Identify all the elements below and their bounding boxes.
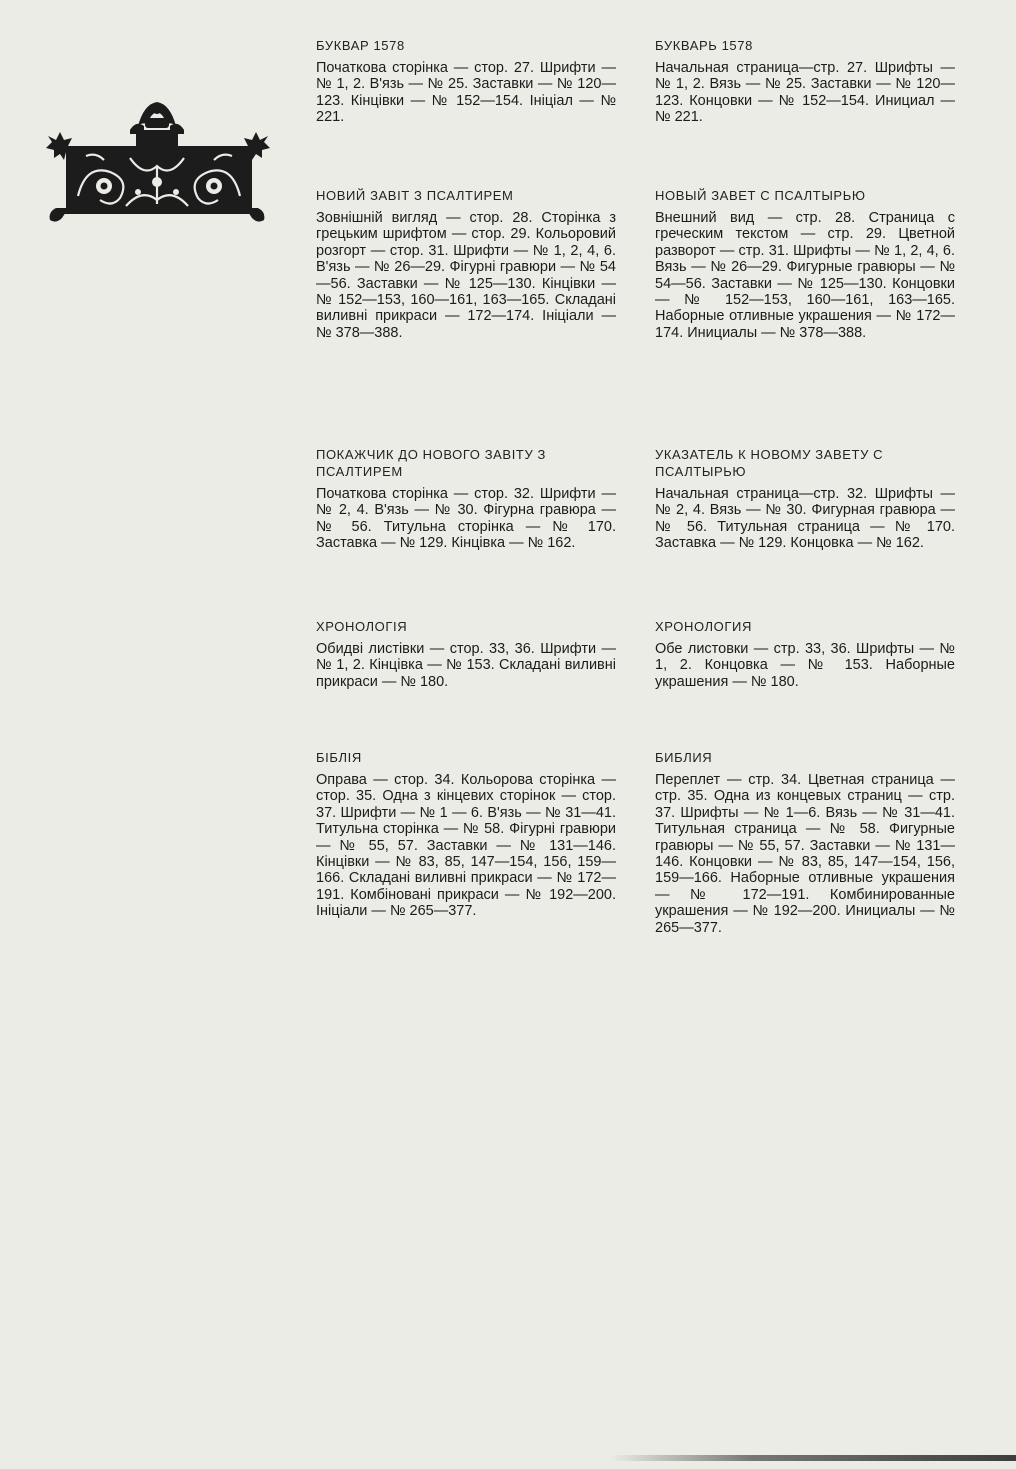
- entry-heading: БУКВАР 1578: [316, 38, 405, 53]
- entry-heading: ПОКАЖЧИК ДО НОВОГО ЗАВІТУ З ПСАЛТИРЕМ: [316, 447, 546, 479]
- entry-text: Переплет — стр. 34. Цветная страница — стр. 35. Одна из концевых страниц — стр. 37. Шрифты — № 1—6. Вязь — № 31—41. Титульная страница — № 58. Фигурные гравюры — № 55, 57. Заставки — № 131—146. Концовки — № 83, 85, 147—154, 156, 159—166. Наборные отливные украшения — № 172—191. Комбинированные украшения — № 192—200. Инициалы — № 265—377.: [655, 772, 955, 936]
- entry-heading: НОВИЙ ЗАВІТ З ПСАЛТИРЕМ: [316, 188, 514, 203]
- entry-heading: БІБЛІЯ: [316, 750, 362, 765]
- entry-text: Обидві листівки — стор. 33, 36. Шрифти — № 1, 2. Кінцівка — № 153. Складані виливні прикраси — № 180.: [316, 641, 616, 690]
- entry-text: Внешний вид — стр. 28. Страница с греческим текстом — стр. 29. Цветной разворот — стр. 31. Шрифты — № 1, 2, 4, 6. Вязь — № 26—29. Фигурные гравюры — № 54—56. Заставки — № 125—130. Концовки — № 152—153, 160—161, 163—165. Наборные отливные украшения — № 172—174. Инициалы — № 378—388.: [655, 210, 955, 341]
- entry-text: Початкова сторінка — стор. 27. Шрифти — № 1, 2. В'язь — № 25. Заставки — № 120—123. Кінцівки — № 152—154. Ініціал — № 221.: [316, 60, 616, 126]
- page-edge-shadow: [610, 1455, 1016, 1461]
- entry-heading: НОВЫЙ ЗАВЕТ С ПСАЛТЫРЬЮ: [655, 188, 866, 203]
- entry-new-testament-ru: [655, 187, 955, 341]
- entry-heading: ХРОНОЛОГИЯ: [655, 619, 752, 634]
- entry-chronology-ru: [655, 618, 955, 690]
- entry-bukvar-ru: [655, 37, 955, 126]
- entry-new-testament-uk: [316, 187, 616, 341]
- entry-text: Початкова сторінка — стор. 32. Шрифти — № 2, 4. В'язь — № 30. Фігурна гравюра — № 56. Титульна сторінка — № 170. Заставка — № 129. Кінцівка — № 162.: [316, 486, 616, 552]
- entry-bukvar-uk: [316, 37, 616, 126]
- floral-headpiece-ornament-icon: [26, 96, 288, 224]
- entry-index-ru: [655, 446, 955, 552]
- entry-text: Зовнішній вигляд — стор. 28. Сторінка з грецьким шрифтом — стор. 29. Кольоровий розгорт — стор. 31. Шрифти — № 1, 2, 4, 6. В'язь — № 26—29. Фігурні гравюри — № 54—56. Заставки — № 125—130. Кінцівки — № 152—153, 160—161, 163—165. Складані виливні прикраси — 172—174. Ініціали — № 378—388.: [316, 210, 616, 341]
- entry-heading: БИБЛИЯ: [655, 750, 713, 765]
- entry-text: Обе листовки — стр. 33, 36. Шрифты — № 1, 2. Концовка — № 153. Наборные украшения — № 180.: [655, 641, 955, 690]
- entry-text: Начальная страница—стр. 27. Шрифты — № 1, 2. Вязь — № 25. Заставки — № 120—123. Концовки — № 152—154. Инициал — № 221.: [655, 60, 955, 126]
- entry-text: Оправа — стор. 34. Кольорова сторінка — стор. 35. Одна з кінцевих сторінок — стор. 37. Шрифти — № 1 — 6. В'язь — № 31—41. Титульна сторінка — № 58. Фігурні гравюри — № 55, 57. Заставки — № 131—146. Кінцівки — № 83, 85, 147—154, 156, 159—166. Складані виливні прикраси — № 172—191. Комбіновані прикраси — № 192—200. Ініціали — № 265—377.: [316, 772, 616, 920]
- entry-text: Начальная страница—стр. 32. Шрифты — № 2, 4. Вязь — № 30. Фигурная гравюра — № 56. Титульная страница — № 170. Заставка — № 129. Концовка — № 162.: [655, 486, 955, 552]
- entry-heading: УКАЗАТЕЛЬ К НОВОМУ ЗАВЕТУ С ПСАЛТЫРЬЮ: [655, 447, 884, 479]
- entry-bible-ru: [655, 749, 955, 936]
- entry-chronology-uk: [316, 618, 616, 690]
- entry-heading: БУКВАРЬ 1578: [655, 38, 753, 53]
- entry-bible-uk: [316, 749, 616, 920]
- entry-index-uk: [316, 446, 616, 552]
- entry-heading: ХРОНОЛОГІЯ: [316, 619, 408, 634]
